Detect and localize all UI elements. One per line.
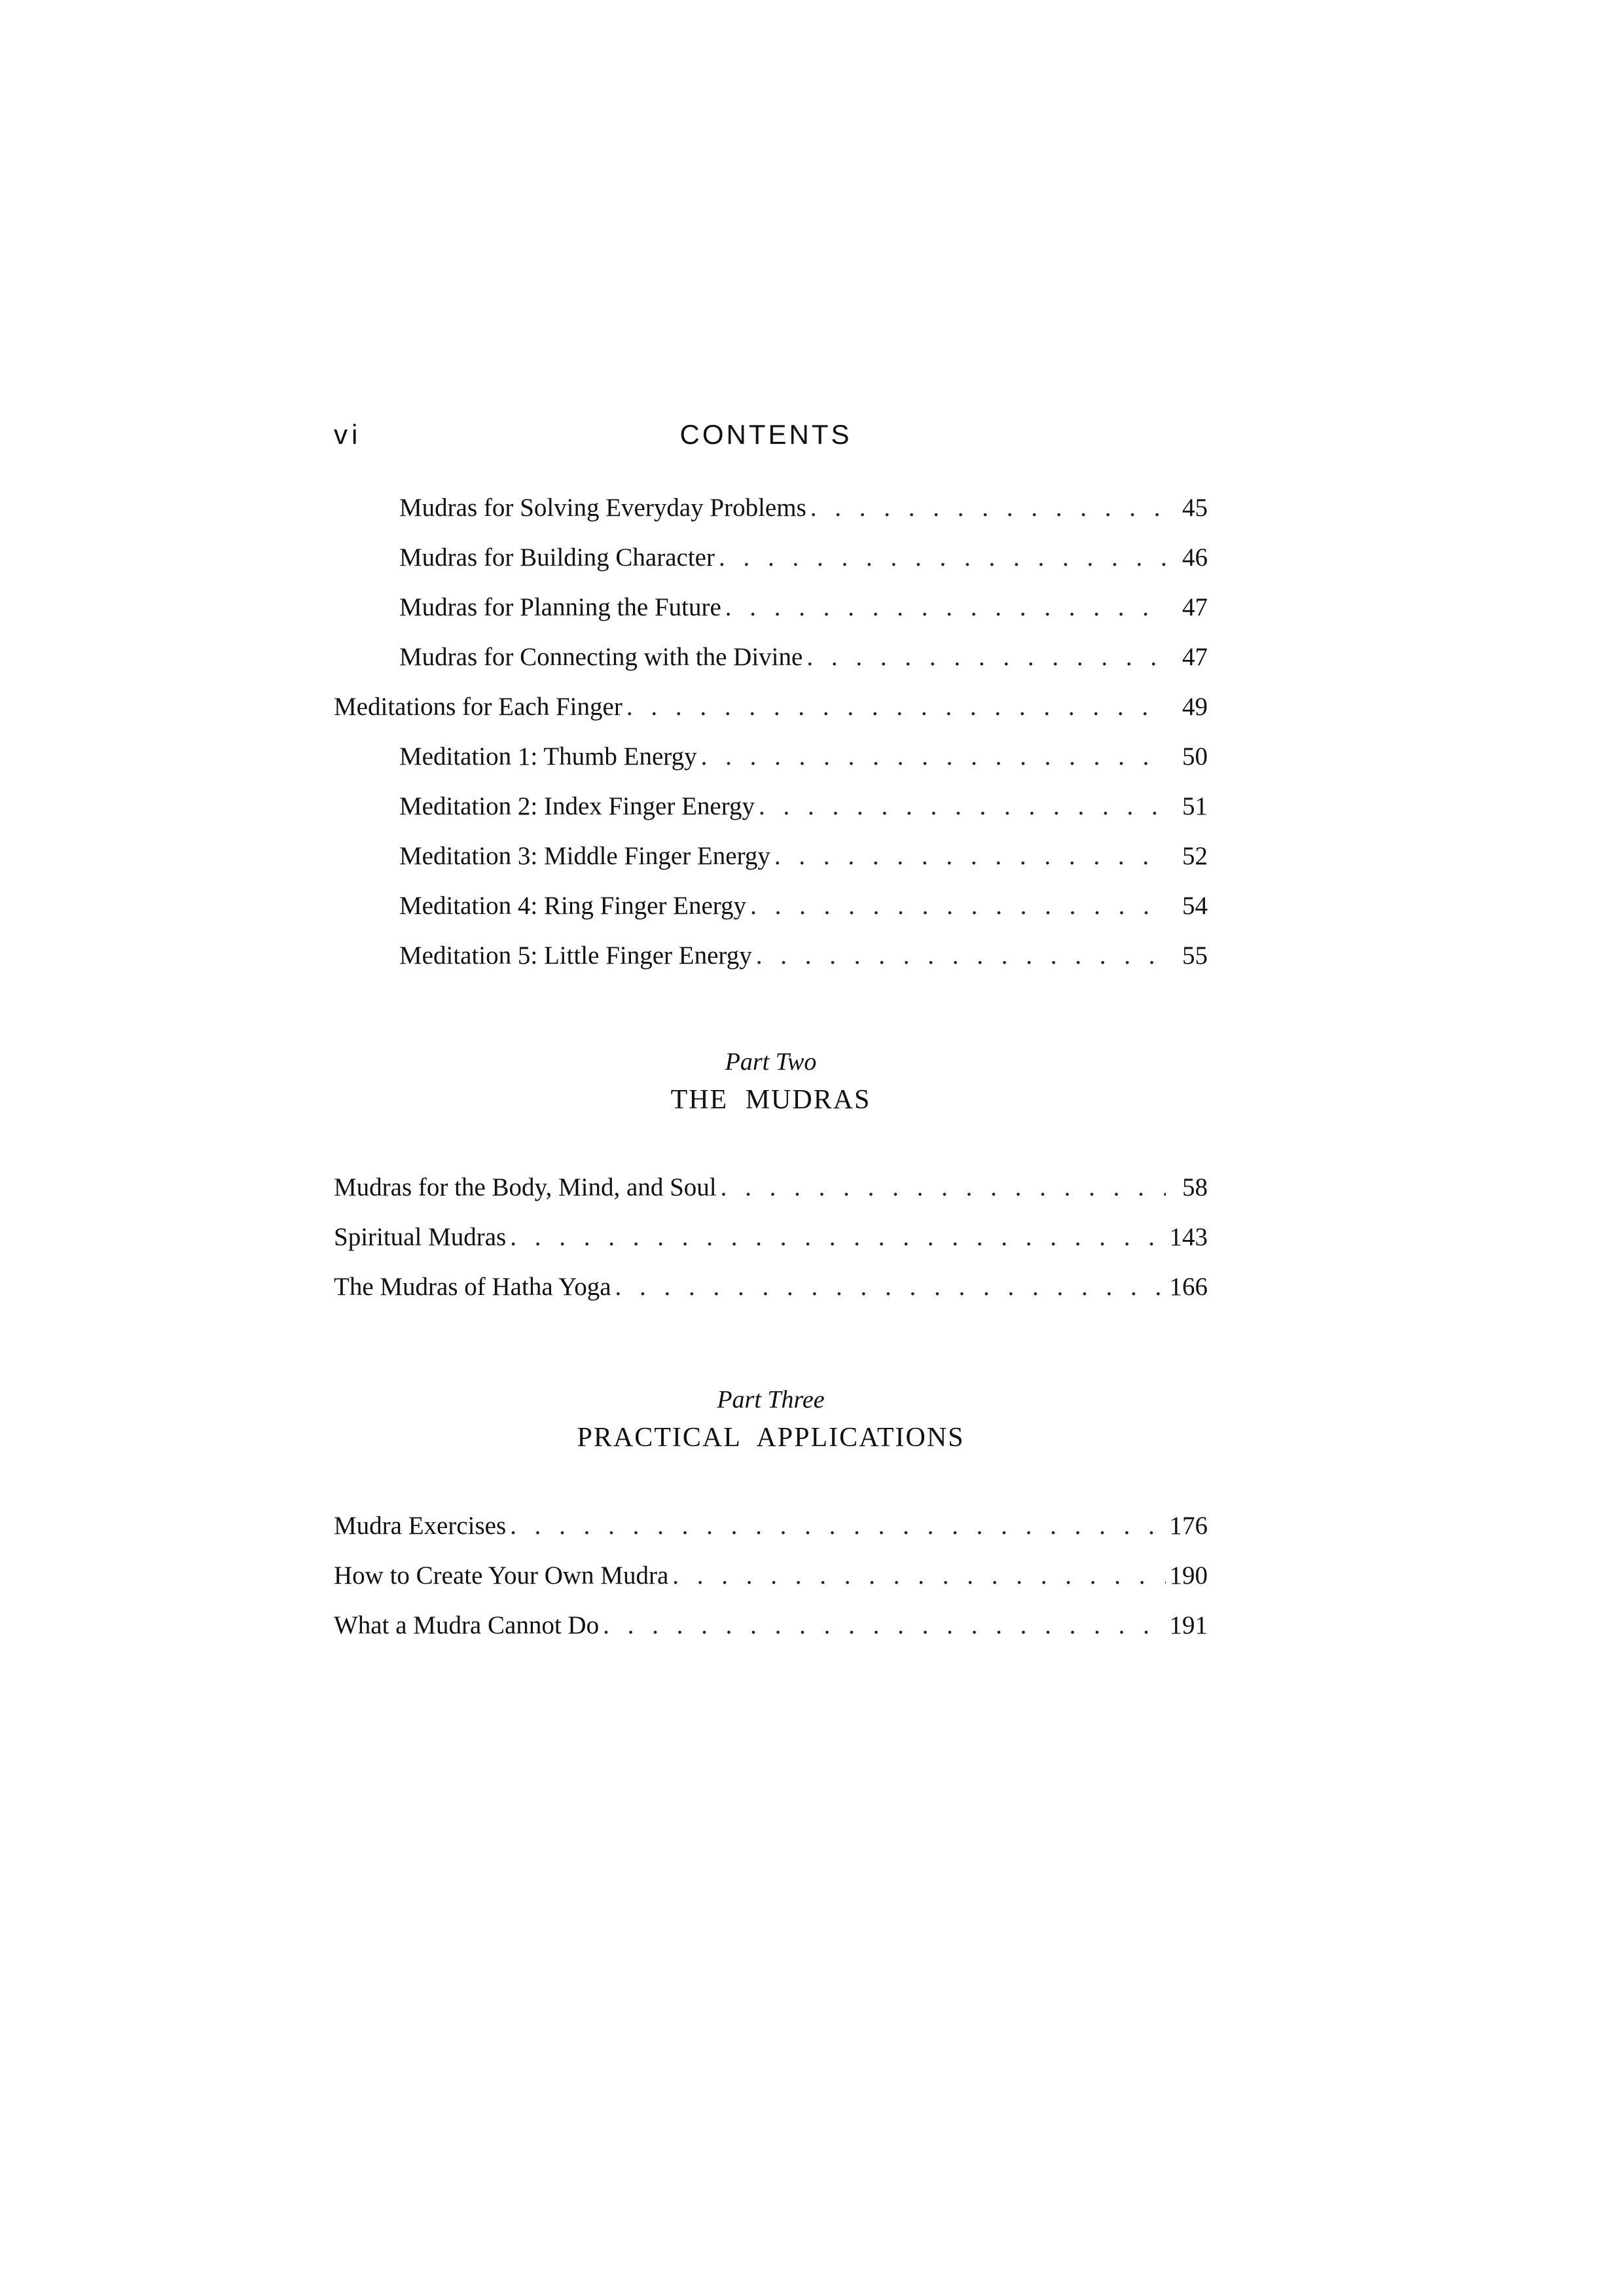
toc-entry-page: 190	[1169, 1561, 1208, 1590]
toc-entry-title: Meditation 5: Little Finger Energy	[399, 941, 752, 970]
toc-entry[interactable]	[334, 831, 1208, 881]
toc-entry-page: 45	[1182, 494, 1208, 522]
toc-entry-page: 47	[1182, 643, 1208, 671]
toc-entry[interactable]	[334, 483, 1208, 533]
toc-entry-page: 55	[1182, 941, 1208, 970]
toc-entry[interactable]	[334, 732, 1208, 782]
toc-entry-page: 46	[1182, 543, 1208, 572]
dot-leader	[603, 1601, 1165, 1650]
part-two-heading	[334, 1044, 1208, 1120]
toc-entry-title: Mudras for the Body, Mind, and Soul	[334, 1173, 717, 1201]
toc-entry-title: Meditation 4: Ring Finger Energy	[399, 892, 747, 920]
toc-entry-page: 166	[1169, 1273, 1208, 1301]
running-title: CONTENTS	[679, 419, 852, 450]
toc-entry-title: What a Mudra Cannot Do	[334, 1611, 600, 1639]
toc-entry-page: 143	[1169, 1223, 1208, 1251]
dot-leader	[721, 1163, 1166, 1212]
toc-entry-title: Mudras for Connecting with the Divine	[399, 643, 803, 671]
dot-leader	[725, 583, 1166, 632]
part-title: THE MUDRAS	[670, 1085, 871, 1115]
toc-entry-title: How to Create Your Own Mudra	[334, 1561, 669, 1590]
dot-leader	[774, 831, 1166, 881]
part-three-heading	[334, 1381, 1208, 1457]
toc-entry[interactable]	[334, 1601, 1208, 1650]
toc-entry[interactable]	[334, 533, 1208, 583]
toc-entry-title: Spiritual Mudras	[334, 1223, 507, 1251]
toc-entry-title: Mudra Exercises	[334, 1512, 507, 1540]
toc-entry[interactable]	[334, 1501, 1208, 1551]
toc-entry-page: 47	[1182, 593, 1208, 621]
toc-entry-title: The Mudras of Hatha Yoga	[334, 1273, 611, 1301]
dot-leader	[672, 1551, 1165, 1601]
toc-entry-title: Meditations for Each Finger	[334, 693, 623, 721]
toc-entry-title: Meditation 3: Middle Finger Energy	[399, 842, 770, 870]
toc-part-three-list	[334, 1501, 1208, 1650]
toc-entry[interactable]	[334, 632, 1208, 682]
page-header	[334, 419, 1198, 465]
dot-leader	[756, 931, 1166, 981]
toc-part-one-list	[334, 483, 1208, 981]
toc-entry[interactable]	[334, 1551, 1208, 1601]
toc-entry[interactable]	[334, 682, 1208, 732]
page-number: vi	[334, 419, 362, 450]
toc-entry[interactable]	[334, 782, 1208, 831]
toc-entry-page: 52	[1182, 842, 1208, 870]
part-label: Part Two	[725, 1048, 817, 1076]
toc-entry-page: 51	[1182, 792, 1208, 820]
toc-entry-page: 49	[1182, 693, 1208, 721]
dot-leader	[806, 632, 1166, 682]
part-label: Part Three	[717, 1386, 825, 1413]
toc-entry-title: Mudras for Solving Everyday Problems	[399, 494, 806, 522]
dot-leader	[810, 483, 1166, 533]
toc-entry-page: 54	[1182, 892, 1208, 920]
toc-entry-title: Mudras for Planning the Future	[399, 593, 721, 621]
toc-entry[interactable]	[334, 1262, 1208, 1312]
dot-leader	[719, 533, 1166, 583]
toc-entry-title: Meditation 2: Index Finger Energy	[399, 792, 755, 820]
dot-leader	[626, 682, 1166, 732]
toc-entry-title: Meditation 1: Thumb Energy	[399, 742, 697, 771]
toc-entry-page: 176	[1169, 1512, 1208, 1540]
part-title: PRACTICAL APPLICATIONS	[577, 1423, 965, 1453]
dot-leader	[759, 782, 1166, 831]
toc-entry[interactable]	[334, 1212, 1208, 1262]
dot-leader	[510, 1212, 1165, 1262]
toc-entry[interactable]	[334, 1163, 1208, 1212]
toc-entry-title: Mudras for Building Character	[399, 543, 715, 572]
toc-entry-page: 58	[1182, 1173, 1208, 1201]
toc-entry-page: 191	[1169, 1611, 1208, 1639]
toc-entry[interactable]	[334, 583, 1208, 632]
toc-entry-page: 50	[1182, 742, 1208, 771]
dot-leader	[750, 881, 1166, 931]
dot-leader	[615, 1262, 1166, 1312]
toc-entry[interactable]	[334, 931, 1208, 981]
toc-entry[interactable]	[334, 881, 1208, 931]
dot-leader	[701, 732, 1166, 782]
dot-leader	[510, 1501, 1165, 1551]
toc-part-two-list	[334, 1163, 1208, 1312]
